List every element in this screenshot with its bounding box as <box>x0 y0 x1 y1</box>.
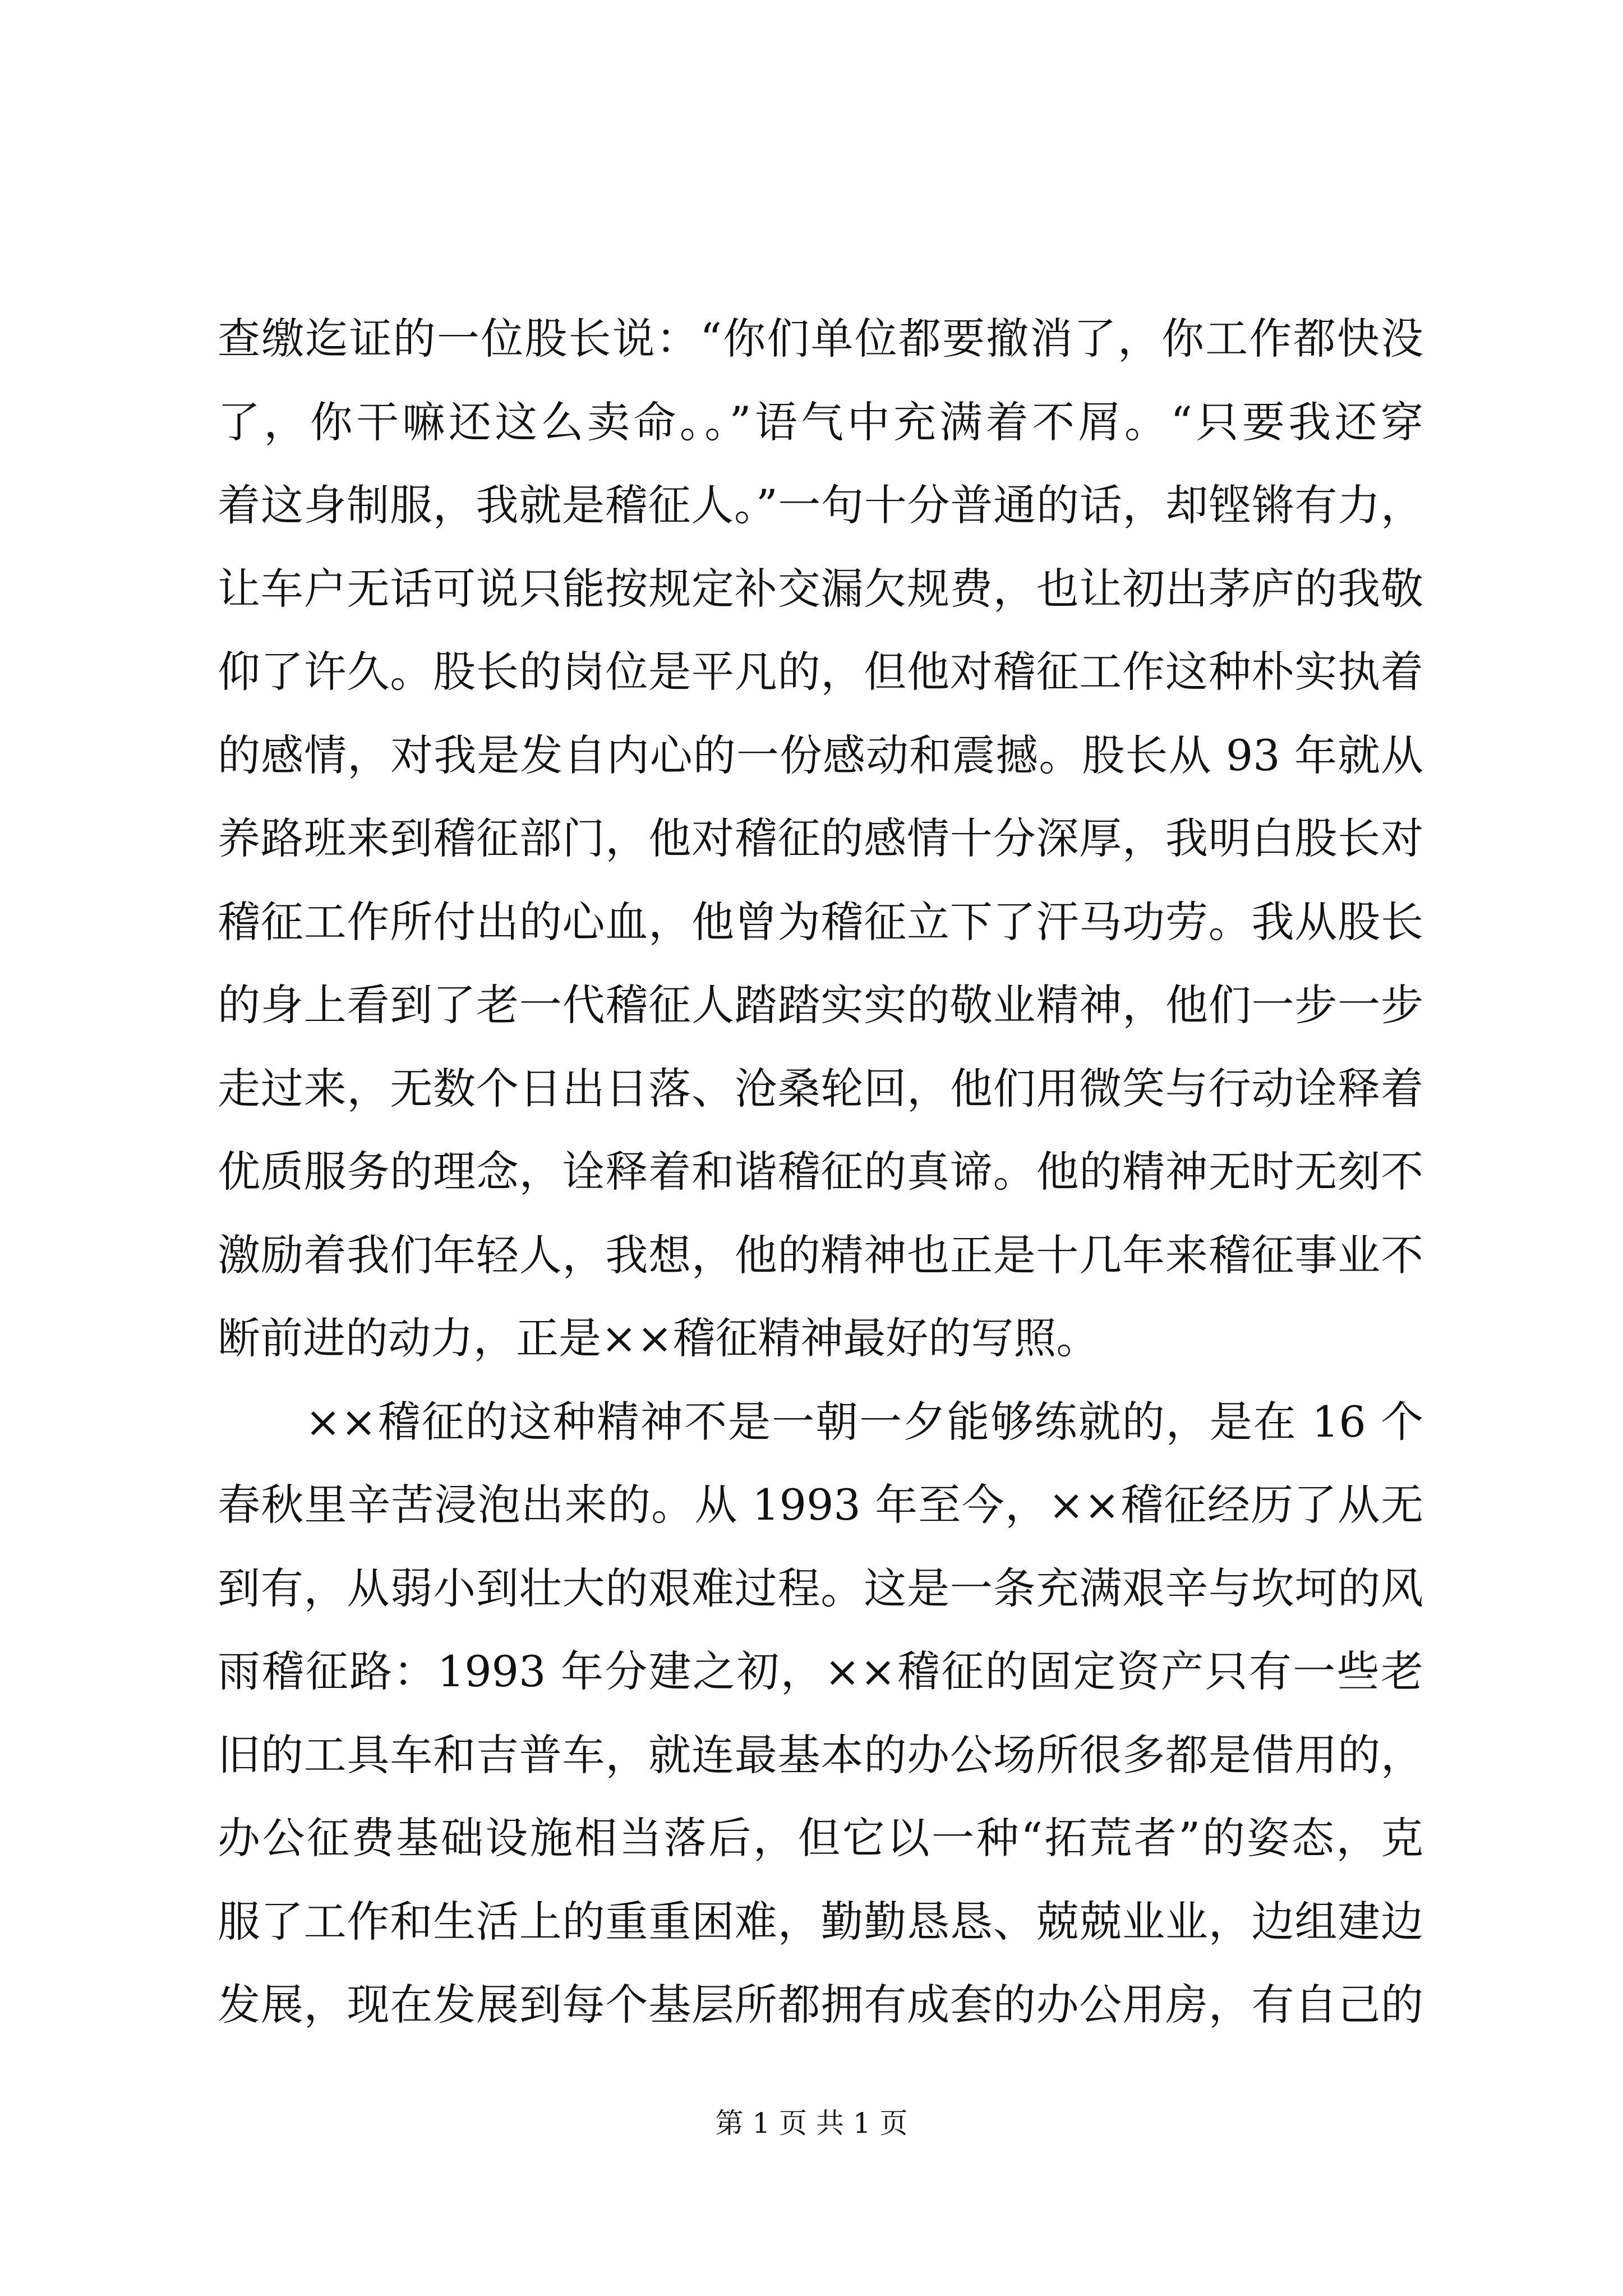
text-line: 服了工作和生活上的重重困难，勤勤恳恳、兢兢业业，边组建边 <box>218 1896 1423 1947</box>
text-line: 了，你干嘛还这么卖命。。”语气中充满着不屑。“只要我还穿 <box>218 397 1423 447</box>
body-text <box>218 297 1423 2047</box>
text-line: 雨稽征路：1993 年分建之初，××稽征的固定资产只有一些老 <box>218 1646 1423 1696</box>
text-line: 旧的工具车和吉普车，就连最基本的办公场所很多都是借用的， <box>218 1729 1423 1780</box>
text-line: 优质服务的理念，诠释着和谐稽征的真谛。他的精神无时无刻不 <box>218 1147 1423 1197</box>
text-line: 让车户无话可说只能按规定补交漏欠规费，也让初出茅庐的我敬 <box>218 563 1423 614</box>
text-line: 办公征费基础设施相当落后，但它以一种“拓荒者”的姿态，克 <box>218 1813 1423 1863</box>
text-line: 发展，现在发展到每个基层所都拥有成套的办公用房，有自己的 <box>218 1980 1423 2030</box>
text-line: 断前进的动力，正是××稽征精神最好的写照。 <box>218 1313 1099 1363</box>
page-number-label: 第 1 页 共 1 页 <box>715 2107 908 2139</box>
text-line: 仰了许久。股长的岗位是平凡的，但他对稽征工作这种朴实执着 <box>218 647 1423 697</box>
paragraph-1 <box>218 297 1423 1381</box>
text-line: 激励着我们年轻人，我想，他的精神也正是十几年来稽征事业不 <box>218 1230 1423 1280</box>
text-line: 着这身制服，我就是稽征人。”一句十分普通的话，却铿锵有力， <box>218 480 1423 530</box>
text-line: 走过来，无数个日出日落、沧桑轮回，他们用微笑与行动诠释着 <box>218 1063 1423 1114</box>
text-line: 养路班来到稽征部门，他对稽征的感情十分深厚，我明白股长对 <box>218 813 1423 863</box>
text-line: 稽征工作所付出的心血，他曾为稽征立下了汗马功劳。我从股长 <box>218 896 1423 947</box>
text-line: 查缴迄证的一位股长说：“你们单位都要撤消了，你工作都快没 <box>218 314 1423 364</box>
paragraph-2 <box>218 1381 1423 2047</box>
page-footer <box>0 2106 1623 2140</box>
text-line: 春秋里辛苦浸泡出来的。从 1993 年至今，××稽征经历了从无 <box>218 1480 1423 1530</box>
text-line: 的感情，对我是发自内心的一份感动和震撼。股长从 93 年就从 <box>218 730 1423 780</box>
text-line: ××稽征的这种精神不是一朝一夕能够练就的，是在 16 个 <box>218 1396 1423 1447</box>
text-line: 到有，从弱小到壮大的艰难过程。这是一条充满艰辛与坎坷的风 <box>218 1563 1423 1613</box>
text-line: 的身上看到了老一代稽征人踏踏实实的敬业精神，他们一步一步 <box>218 980 1423 1030</box>
